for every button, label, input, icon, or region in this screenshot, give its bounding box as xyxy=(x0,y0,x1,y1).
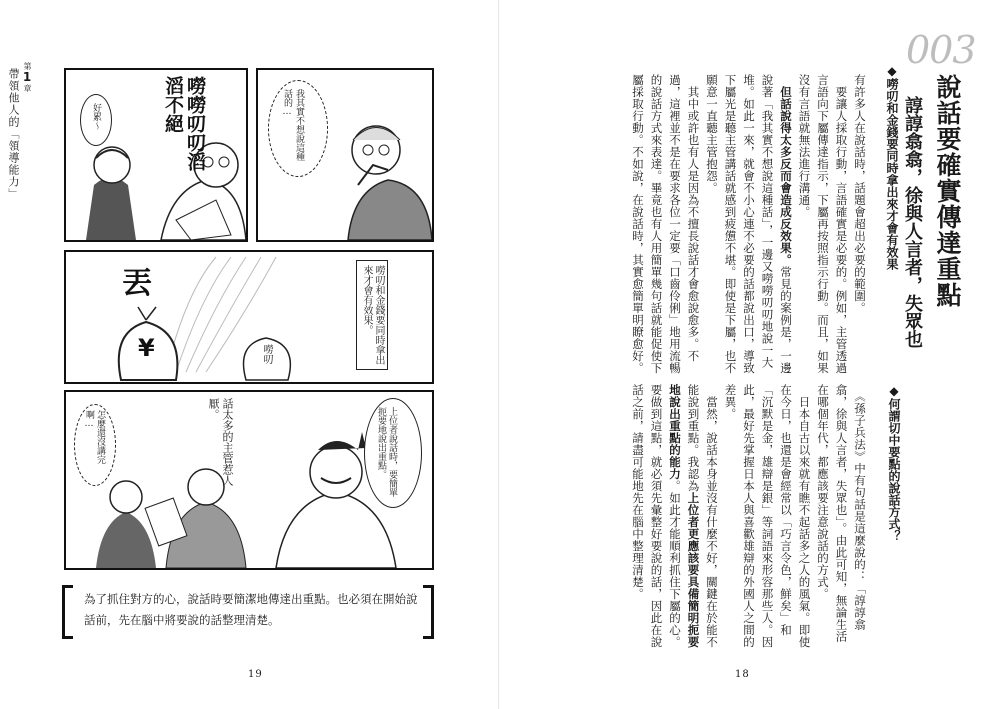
comic-panel-3 xyxy=(64,250,434,384)
section-subtitle: 諄諄翕翕，徐與人言者，失眾也 xyxy=(902,96,923,348)
summary-text: 為了抓住對方的心，說話時要簡潔地傳達出重點。也必須在開始說話前，先在腦中將要說的話整理清楚。 xyxy=(84,592,418,627)
heading-1: ◆嘮叨和金錢要同時拿出來才會有效果 xyxy=(885,64,899,270)
panel1-sound-effect: 嘮嘮叨叨滔滔不絕 xyxy=(162,76,206,171)
yen-symbol: ¥ xyxy=(138,334,155,362)
panel3-caption: 嘮叨和金錢要同時拿出來才會有效果。 xyxy=(356,260,388,370)
section-title: 說話要確實傳達重點 xyxy=(933,74,962,308)
diamond-bullet-icon: ◆ xyxy=(885,64,899,78)
comic-panel-4 xyxy=(64,390,434,570)
panel4-speech-bubble: 上位者說話時，要簡單扼要地說出重點。 xyxy=(364,398,422,508)
comic-panel-2 xyxy=(256,68,434,242)
chapter-suffix: 章 xyxy=(23,84,32,92)
paragraph-4: 其中或許也有人是因為不擅長說話才會愈說愈多。不過，這裡並不是在要求各位一定要「口齒伶俐」地用流暢的說話方式來表達。畢竟也有人用簡單幾句話就能促使下屬採取行動。不如說，在說話時，其實愈簡單明瞭愈好。 xyxy=(631,74,701,374)
bracket-right xyxy=(423,585,434,639)
right-page xyxy=(499,0,999,709)
summary-box xyxy=(62,585,434,633)
panel4-caption-mid: 話太多的主管惹人厭。 xyxy=(207,398,234,486)
manga-comic xyxy=(64,68,434,568)
paragraph-1: 有許多人在說話時，話題會超出必要的範圍。 xyxy=(853,74,867,314)
panel2-thought-bubble: 我其實不想說這種話的… xyxy=(268,80,328,177)
panel4-thought-bubble: 怎麼還沒講完啊… xyxy=(74,404,116,486)
chapter-number: 1 xyxy=(20,70,34,84)
body-text-upper xyxy=(599,74,869,374)
diamond-bullet-icon-2: ◆ xyxy=(887,384,901,398)
page-number-left: 19 xyxy=(248,669,263,680)
page-number-right: 18 xyxy=(735,669,750,680)
left-page xyxy=(0,0,499,709)
paragraph-5: 《孫子兵法》中有句話是這麼說的：「諄諄翕翕，徐與人言者，失眾也」。由此可知，無論生活在哪個年代，都應該要注意說話的方式。 xyxy=(816,384,867,643)
chapter-prefix: 第 xyxy=(23,62,32,70)
bracket-left xyxy=(62,585,73,639)
section-number: 003 xyxy=(906,28,976,72)
panel3-sound-effect: 丟 xyxy=(122,266,152,301)
chapter-tab xyxy=(7,62,34,200)
paragraph-7: 當然，說話本身並沒有什麼不好，關鍵在於能不能說到重點。我認為上位者更應該要具備簡明扼要地說出重點的能力。如此才能順利抓住下屬的心。要做到這點，就必須先彙整好要說的話，因此在說話之前，請盡可能地先在腦中整理清楚。 xyxy=(631,384,719,648)
comic-panel-1 xyxy=(64,68,248,242)
chapter-title: 帶領他人的「領導能力」 xyxy=(7,68,20,200)
heading-2: ◆何謂切中要點的說話方式？ xyxy=(887,384,901,542)
paragraph-6: 日本自古以來就有瞧不起話多之人的風氣。即使在今日，也還是會經常以「巧言令色，鮮矣」和「沉默是金，雄辯是銀」等詞語來形容那些人。因此，最好先掌握日本人與喜歡雄辯的外國人之間的差異。 xyxy=(723,384,812,648)
panel1-speech-bubble: 好累～ xyxy=(80,94,112,146)
paragraph-3: 但話說得太多反而會造成反效果。常見的案例是，一邊說著「我其實不想說這種話」，一邊又嘮嘮叨叨地說一大堆。如此一來，就會不小心連不必要的話都說出口，導致下屬光是聽主管講話就感到疲憊不堪。即使是下屬，也不願意一直聽主管抱怨。 xyxy=(705,74,793,374)
paragraph-2: 要讓人採取行動，言語確實是必要的。例如，主管透過言語向下屬傳達指示，下屬再按照指示行動。而且，如果沒有言語就無法進行溝通。 xyxy=(797,74,849,374)
panel3-bubble-text: 嘮叨 xyxy=(261,344,272,364)
body-text-lower xyxy=(617,384,869,649)
